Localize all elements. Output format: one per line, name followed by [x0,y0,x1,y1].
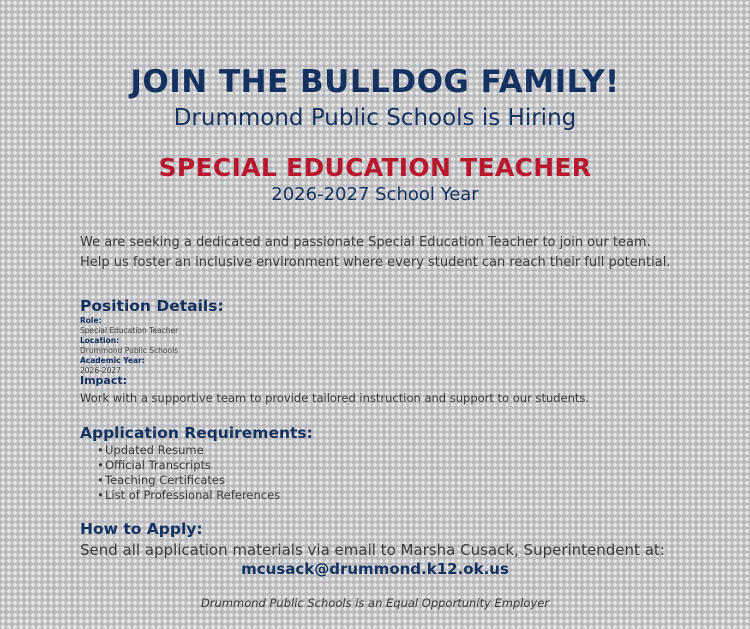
bullet-icon: • [97,443,104,457]
academic-year-value: 2026-2027 [80,366,121,375]
headline: JOIN THE BULLDOG FAMILY! [130,64,620,100]
job-title: SPECIAL EDUCATION TEACHER [158,153,592,182]
intro-paragraph [80,233,710,273]
location-label: Location: [80,336,120,345]
subheadline: Drummond Public Schools is Hiring [173,105,577,131]
list-item-text: Official Transcripts [105,458,212,472]
list-item [80,458,710,473]
requirements-heading: Application Requirements: [80,424,313,442]
intro-line-1: We are seeking a dedicated and passionate Special Education Teacher to join our team. [80,235,651,250]
role-label: Role: [80,316,102,325]
list-item [80,488,710,503]
list-item-text: List of Professional References [105,488,281,502]
equal-opportunity-footer: Drummond Public Schools is an Equal Opportunity Employer [200,596,550,610]
requirements-list [80,443,710,503]
position-details-list [80,316,710,376]
how-to-apply-heading: How to Apply: [80,520,203,538]
list-item-text: Updated Resume [105,443,204,457]
list-item [80,443,710,458]
contact-email-link[interactable]: mcusack@drummond.k12.ok.us [241,560,509,578]
position-details-heading: Position Details: [80,297,224,315]
location-value: Drummond Public Schools [80,346,179,355]
apply-instructions: Send all application materials via email to Marsha Cusack, Superintendent at: [80,541,665,559]
bullet-icon: • [97,488,104,502]
intro-line-2: Help us foster an inclusive environment where every student can reach their full potential. [80,255,671,270]
list-item-text: Teaching Certificates [105,473,225,487]
list-item [80,473,710,488]
academic-year-label: Academic Year: [80,356,145,365]
impact-label: Impact: [80,374,128,387]
role-value: Special Education Teacher [80,326,179,335]
impact-text: Work with a supportive team to provide tailored instruction and support to our students. [80,391,590,405]
bullet-icon: • [97,473,104,487]
bullet-icon: • [97,458,104,472]
school-year: 2026-2027 School Year [271,184,479,205]
